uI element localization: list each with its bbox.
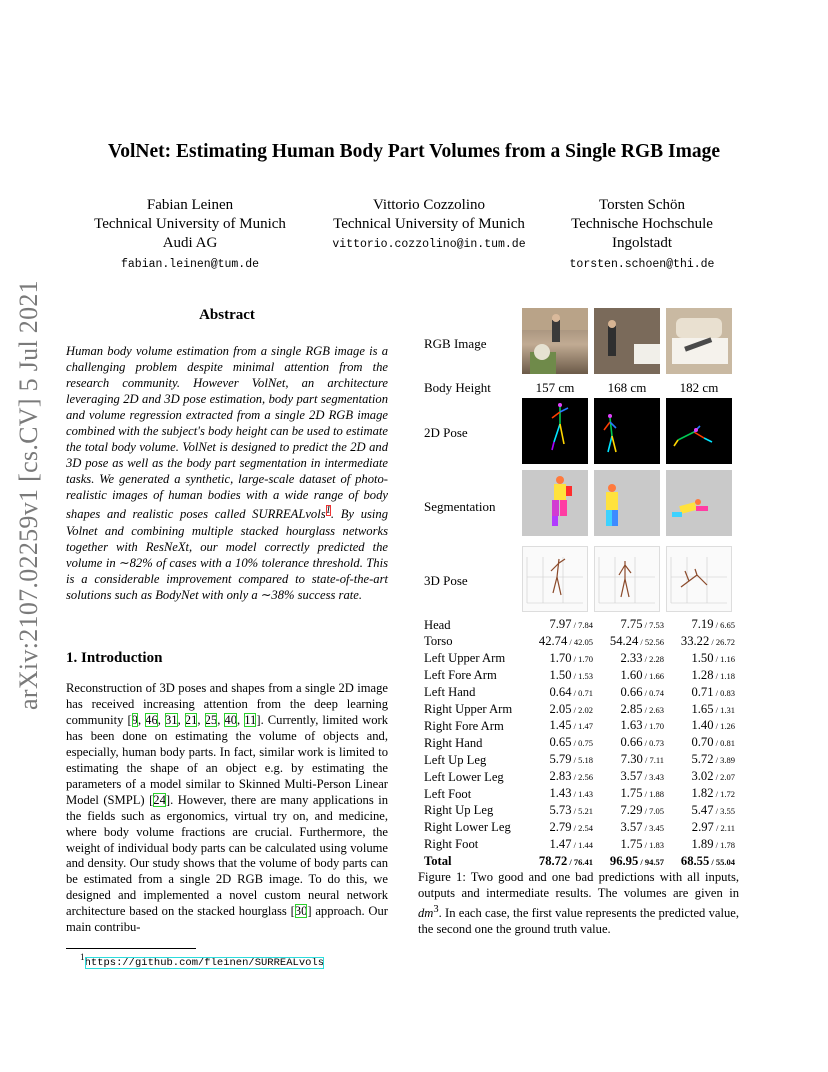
ground-truth-volume: 1.66	[649, 670, 664, 681]
volume-cell: 0.65 / 0.75	[549, 735, 593, 750]
predicted-volume: 5.47	[691, 802, 714, 817]
row-label-rgb: RGB Image	[424, 336, 487, 351]
abstract-text	[66, 343, 388, 603]
predicted-volume: 0.65	[549, 735, 572, 750]
row-label-3d-pose: 3D Pose	[424, 573, 468, 588]
ground-truth-volume: 3.45	[649, 822, 664, 833]
volume-cell: 1.45 / 1.47	[549, 718, 593, 733]
row-label-segmentation: Segmentation	[424, 499, 496, 514]
ground-truth-volume: 0.81	[720, 738, 735, 749]
pose-2d-1	[522, 398, 588, 464]
volume-cell: 54.24 / 52.56	[609, 633, 664, 648]
table-row	[424, 803, 737, 820]
predicted-volume: 1.28	[691, 667, 714, 682]
volume-cell: 2.83 / 2.56	[549, 769, 593, 784]
volume-cell: 5.79 / 5.18	[549, 752, 593, 767]
skeleton-2d-icon	[594, 398, 660, 464]
pose-3d-2	[594, 546, 660, 612]
row-label-height: Body Height	[424, 380, 491, 395]
ground-truth-volume: 1.18	[720, 670, 735, 681]
table-row	[424, 668, 737, 685]
predicted-volume: 1.45	[549, 718, 572, 733]
unit-exponent: 3	[433, 903, 439, 915]
table-row	[424, 752, 737, 769]
citation-link[interactable]: 9	[131, 712, 138, 727]
volume-cell: 1.75 / 1.83	[620, 836, 664, 851]
predicted-volume: 3.57	[620, 769, 643, 784]
predicted-volume: 1.47	[549, 836, 572, 851]
bedroom-scene-icon	[666, 308, 732, 374]
ground-truth-volume: 3.43	[649, 772, 664, 783]
predicted-volume: 78.72	[538, 853, 568, 868]
citation-link[interactable]: 21	[184, 712, 198, 727]
ground-truth-volume: 0.71	[578, 687, 593, 698]
volume-cell: 1.43 / 1.43	[549, 786, 593, 801]
figure-caption	[418, 870, 739, 938]
volume-cell: 1.50 / 1.53	[549, 667, 593, 682]
predicted-volume: 5.72	[691, 752, 714, 767]
table-row	[424, 854, 737, 871]
ground-truth-volume: 3.55	[720, 805, 735, 816]
segmentation-mask-icon	[666, 470, 732, 536]
predicted-volume: 1.63	[620, 718, 643, 733]
volume-cell: 2.33 / 2.28	[620, 650, 664, 665]
author-affiliation: Technical University of Munich	[333, 216, 525, 232]
table-row	[424, 634, 737, 651]
predicted-volume: 1.60	[620, 667, 643, 682]
predicted-volume: 1.65	[691, 701, 714, 716]
caption-text: . In each case, the first value represents the predicted value, the second one the ground truth value.	[418, 906, 739, 936]
predicted-volume: 3.57	[620, 819, 643, 834]
predicted-volume: 1.40	[691, 718, 714, 733]
author-block-3	[552, 196, 732, 274]
volume-cell: 0.64 / 0.71	[549, 684, 593, 699]
predicted-volume: 7.29	[620, 802, 643, 817]
predicted-volume: 68.55	[680, 853, 710, 868]
body-part-name: Left Lower Leg	[424, 769, 504, 784]
body-part-name: Right Lower Leg	[424, 820, 511, 835]
predicted-volume: 0.64	[549, 684, 572, 699]
volume-cell: 7.75 / 7.53	[620, 617, 664, 631]
volume-cell: 1.82 / 1.72	[691, 786, 735, 801]
table-row	[424, 617, 737, 634]
body-height-2: 168 cm	[607, 380, 647, 395]
author-block-1	[80, 196, 300, 274]
predicted-volume: 7.30	[620, 752, 643, 767]
segmentation-mask-icon	[594, 470, 660, 536]
person-figure-icon	[522, 308, 588, 374]
ground-truth-volume: 0.73	[649, 738, 664, 749]
author-name: Torsten Schön	[598, 197, 686, 213]
body-part-name: Right Fore Arm	[424, 718, 504, 733]
table-row	[424, 651, 737, 668]
ground-truth-volume: 0.83	[720, 687, 735, 698]
skeleton-2d-icon	[522, 398, 588, 464]
unit-symbol: dm	[418, 906, 434, 920]
footnote-divider	[66, 948, 196, 949]
volume-cell: 1.50 / 1.16	[691, 650, 735, 665]
body-part-name: Total	[424, 854, 452, 869]
ground-truth-volume: 52.56	[644, 636, 664, 647]
ground-truth-volume: 3.89	[720, 755, 735, 766]
volume-cell: 1.75 / 1.88	[620, 786, 664, 801]
ground-truth-volume: 1.88	[649, 789, 664, 800]
abstract-text-a: Human body volume estimation from a single RGB image is a challenging problem despite minimal attention from the research community. However VolNet, an architecture leveraging 2D and 3D pose estimation, body part segmentation and volume regression extracted from a single 2D RGB image combined with the subject's body height can be used to estimate the total body volume. VolNet is designed to predict the 2D and 3D pose as well as the body part segmentation in intermediate tasks. We generated a synthetic, large-scale dataset of photo-realistic images of human bodies with a wide range of body shapes and realistic poses called SURREALvols	[66, 344, 388, 522]
ground-truth-volume: 2.28	[649, 653, 664, 664]
volume-cell: 1.70 / 1.70	[549, 650, 593, 665]
volume-cell: 1.63 / 1.70	[620, 718, 664, 733]
ground-truth-volume: 2.56	[578, 772, 593, 783]
rgb-image-1	[522, 308, 588, 374]
abstract-heading: Abstract	[199, 307, 255, 323]
ground-truth-volume: 2.02	[578, 704, 593, 715]
citation-link[interactable]: 31	[164, 712, 178, 727]
intro-text: Reconstruction of 3D poses and shapes from a single 2D image has received increasing attention from the deep learning community	[66, 681, 388, 727]
author-email: fabian.leinen@tum.de	[120, 258, 260, 271]
ground-truth-volume: 42.05	[573, 636, 593, 647]
predicted-volume: 7.19	[691, 617, 714, 631]
intro-text: . However, there are many applications in the fields such as ergonomics, virtual try on, and medicine, where body volume fractions are crucial. Furthermore, the weight of individual body parts can be calculated using volume and density. Our study shows that the volume of body parts can be estimated from a single 2D RGB image. To do this, we designed and implemented a novel custom neural network architecture based on the stacked hourglass	[66, 792, 388, 919]
ground-truth-volume: 7.05	[649, 805, 664, 816]
ground-truth-volume: 2.54	[578, 822, 593, 833]
predicted-volume: 1.82	[691, 786, 714, 801]
ground-truth-volume: 1.43	[578, 789, 593, 800]
ground-truth-volume: 55.04	[715, 856, 735, 867]
table-row	[424, 735, 737, 752]
predicted-volume: 1.50	[549, 667, 572, 682]
ground-truth-volume: 1.78	[720, 839, 735, 850]
table-row	[424, 685, 737, 702]
predicted-volume: 7.75	[620, 617, 643, 631]
body-part-name: Right Hand	[424, 735, 483, 750]
predicted-volume: 5.79	[549, 752, 572, 767]
body-part-name: Left Up Leg	[424, 752, 487, 767]
volume-cell: 2.85 / 2.63	[620, 701, 664, 716]
body-part-name: Torso	[424, 634, 453, 649]
volume-cell: 0.66 / 0.74	[620, 684, 664, 699]
ground-truth-volume: 1.70	[578, 653, 593, 664]
body-height-3: 182 cm	[679, 380, 719, 395]
volume-cell: 5.73 / 5.21	[549, 802, 593, 817]
predicted-volume: 2.83	[549, 769, 572, 784]
volume-cell: 2.05 / 2.02	[549, 701, 593, 716]
section-heading: 1. Introduction	[66, 650, 163, 666]
segmentation-mask-icon	[522, 470, 588, 536]
ground-truth-volume: 7.84	[578, 620, 593, 630]
body-part-name: Head	[424, 617, 451, 632]
volume-cell: 5.72 / 3.89	[691, 752, 735, 767]
predicted-volume: 1.75	[620, 786, 643, 801]
rgb-image-3	[666, 308, 732, 374]
ground-truth-volume: 1.26	[720, 721, 735, 732]
predicted-volume: 0.71	[691, 684, 714, 699]
intro-text: approach. Our main contribu-	[66, 904, 389, 935]
predicted-volume: 2.79	[549, 819, 572, 834]
pose-2d-2	[594, 398, 660, 464]
predicted-volume: 0.70	[691, 735, 714, 750]
author-affiliation: Ingolstadt	[612, 235, 672, 251]
citation-link[interactable]: 11	[244, 712, 257, 727]
citation-link[interactable]: 46	[145, 712, 158, 727]
citation-link[interactable]: 24	[153, 792, 166, 807]
volume-cell: 3.57 / 3.45	[620, 819, 664, 834]
predicted-volume: 7.97	[549, 617, 572, 631]
skeleton-3d-icon	[667, 547, 731, 611]
abstract-text-b: . By using Volnet and combining multiple stacked hourglass networks together with ResNeXt, our model correctly predicted the volume in ∼82% of cases with a 10% tolerance threshold. This is a considerable improvement compared to state-of-the-art solutions such as BodyNet with only a ∼38% success rate.	[66, 507, 388, 602]
ground-truth-volume: 1.70	[649, 721, 664, 732]
ground-truth-volume: 2.07	[720, 772, 735, 783]
pose-3d-3	[666, 546, 732, 612]
author-email: vittorio.cozzolino@in.tum.de	[332, 238, 526, 251]
row-label-2d-pose: 2D Pose	[424, 425, 468, 440]
volume-cell: 0.66 / 0.73	[620, 735, 664, 750]
ground-truth-volume: 1.16	[720, 653, 735, 664]
volume-cell: 3.57 / 3.43	[620, 769, 664, 784]
body-part-name: Left Hand	[424, 685, 476, 700]
volume-cell: 42.74 / 42.05	[538, 633, 593, 648]
ground-truth-volume: 0.74	[649, 687, 664, 698]
ground-truth-volume: 1.31	[720, 704, 735, 715]
segmentation-1	[522, 470, 588, 536]
ground-truth-volume: 0.75	[578, 738, 593, 749]
volume-cell: 68.55 / 55.04	[680, 853, 735, 868]
volume-cell: 1.60 / 1.66	[620, 667, 664, 682]
predicted-volume: 2.05	[549, 701, 572, 716]
footnote	[80, 952, 324, 969]
skeleton-3d-icon	[595, 547, 659, 611]
person-figure-icon	[594, 308, 660, 374]
table-row	[424, 786, 737, 803]
ground-truth-volume: 5.21	[578, 805, 593, 816]
predicted-volume: 2.85	[620, 701, 643, 716]
ground-truth-volume: 5.18	[578, 755, 593, 766]
citation-link[interactable]: 40	[224, 712, 237, 727]
body-part-name: Right Up Leg	[424, 803, 494, 818]
footnote-mark: 1	[80, 952, 85, 962]
volume-cell: 1.28 / 1.18	[691, 667, 735, 682]
segmentation-3	[666, 470, 732, 536]
predicted-volume: 5.73	[549, 802, 572, 817]
volume-table	[424, 617, 737, 871]
volume-cell: 1.89 / 1.78	[691, 836, 735, 851]
ground-truth-volume: 26.72	[715, 636, 735, 647]
arxiv-stamp: arXiv:2107.02259v1 [cs.CV] 5 Jul 2021	[14, 280, 43, 710]
table-row	[424, 837, 737, 854]
predicted-volume: 1.70	[549, 650, 572, 665]
author-email: torsten.schoen@thi.de	[569, 258, 715, 271]
predicted-volume: 2.97	[691, 819, 714, 834]
author-name: Vittorio Cozzolino	[372, 197, 485, 213]
body-part-name: Left Upper Arm	[424, 651, 506, 666]
volume-cell: 2.97 / 2.11	[691, 819, 735, 834]
table-row	[424, 702, 737, 719]
intro-paragraph: Reconstruction of 3D poses and shapes from a single 2D image has received increasing attention from the deep learning community [9, 46, 31, 21, 25, 40, 11]. Currently, limited work has been done on estimating the volume of objects and, especially, human body parts. In fact, similar work is limited to estimating the shape of an object e.g. by estimating the parameters of a model similar to Skinned Multi-Person Linear Model (SMPL) [24]. However, there are many applications in the fields such as ergonomics, virtual try on, and medicine, where body volume fractions are crucial. Furthermore, the weight of individual body parts can be calculated using volume and density. Our study shows that the volume of body parts can be estimated from a single 2D RGB image. To do this, we designed and implemented a novel custom neural network architecture based on the stacked hourglass [30] approach. Our main contribu-	[66, 681, 389, 935]
body-height-1: 157 cm	[535, 380, 575, 395]
pose-2d-3	[666, 398, 732, 464]
predicted-volume: 0.66	[620, 735, 643, 750]
volume-cell: 33.22 / 26.72	[680, 633, 735, 648]
ground-truth-volume: 7.11	[649, 755, 664, 766]
author-affiliation: Technical University of Munich	[94, 216, 286, 232]
predicted-volume: 96.95	[609, 853, 639, 868]
rgb-image-2	[594, 308, 660, 374]
footnote-url-link[interactable]: https://github.com/fleinen/SURREALvols	[84, 956, 325, 969]
volume-cell: 96.95 / 94.57	[609, 853, 664, 868]
predicted-volume: 3.02	[691, 769, 714, 784]
predicted-volume: 33.22	[680, 633, 710, 648]
table-row	[424, 718, 737, 735]
paper-title: VolNet: Estimating Human Body Part Volumes from a Single RGB Image	[107, 141, 721, 162]
body-part-name: Right Foot	[424, 837, 479, 852]
volume-cell: 0.70 / 0.81	[691, 735, 735, 750]
predicted-volume: 54.24	[609, 633, 639, 648]
body-part-name: Right Upper Arm	[424, 702, 513, 717]
volume-cell: 1.47 / 1.44	[549, 836, 593, 851]
table-row	[424, 820, 737, 837]
body-part-name: Left Foot	[424, 786, 472, 801]
skeleton-3d-icon	[523, 547, 587, 611]
table-row	[424, 769, 737, 786]
citation-link[interactable]: 30	[294, 904, 308, 919]
volume-cell: 7.30 / 7.11	[620, 752, 664, 767]
ground-truth-volume: 1.72	[720, 789, 735, 800]
predicted-volume: 1.75	[620, 836, 643, 851]
predicted-volume: 2.33	[620, 650, 643, 665]
volume-cell: 0.71 / 0.83	[691, 684, 735, 699]
ground-truth-volume: 2.63	[649, 704, 664, 715]
volume-cell: 2.79 / 2.54	[549, 819, 593, 834]
author-affiliation: Technische Hochschule	[571, 216, 713, 232]
body-part-name: Left Fore Arm	[424, 668, 497, 683]
ground-truth-volume: 94.57	[644, 856, 664, 867]
predicted-volume: 1.89	[691, 836, 714, 851]
author-name: Fabian Leinen	[146, 197, 234, 213]
segmentation-2	[594, 470, 660, 536]
predicted-volume: 1.43	[549, 786, 572, 801]
ground-truth-volume: 2.11	[720, 822, 735, 833]
volume-cell: 78.72 / 76.41	[538, 853, 593, 868]
citation-link[interactable]: 25	[204, 712, 218, 727]
predicted-volume: 0.66	[620, 684, 643, 699]
volume-cell: 1.65 / 1.31	[691, 701, 735, 716]
author-block-2	[318, 196, 540, 254]
volume-cell: 5.47 / 3.55	[691, 802, 735, 817]
volume-cell: 1.40 / 1.26	[691, 718, 735, 733]
ground-truth-volume: 1.44	[578, 839, 593, 850]
ground-truth-volume: 6.65	[720, 620, 735, 630]
volume-cell: 7.97 / 7.84	[549, 617, 593, 631]
caption-text: Figure 1: Two good and one bad predictions with all inputs, outputs and intermediate results. The volumes are given in	[418, 870, 739, 900]
pose-3d-1	[522, 546, 588, 612]
footnote-ref[interactable]: 1	[325, 505, 331, 517]
predicted-volume: 1.50	[691, 650, 714, 665]
intro-text: . Currently, limited work has been done on estimating the volume of objects and, especially, human body parts. In fact, similar work is limited to estimating the shape of an object e.g. by estimating the parameters of a model similar to Skinned Multi-Person Linear Model (SMPL)	[66, 712, 389, 807]
ground-truth-volume: 76.41	[573, 856, 593, 867]
ground-truth-volume: 1.83	[649, 839, 664, 850]
ground-truth-volume: 1.47	[578, 721, 593, 732]
ground-truth-volume: 1.53	[578, 670, 593, 681]
author-affiliation: Audi AG	[162, 235, 218, 251]
volume-cell: 3.02 / 2.07	[691, 769, 735, 784]
volume-cell: 7.19 / 6.65	[691, 617, 735, 631]
skeleton-2d-icon	[666, 398, 732, 464]
ground-truth-volume: 7.53	[649, 620, 664, 630]
predicted-volume: 42.74	[538, 633, 568, 648]
volume-cell: 7.29 / 7.05	[620, 802, 664, 817]
